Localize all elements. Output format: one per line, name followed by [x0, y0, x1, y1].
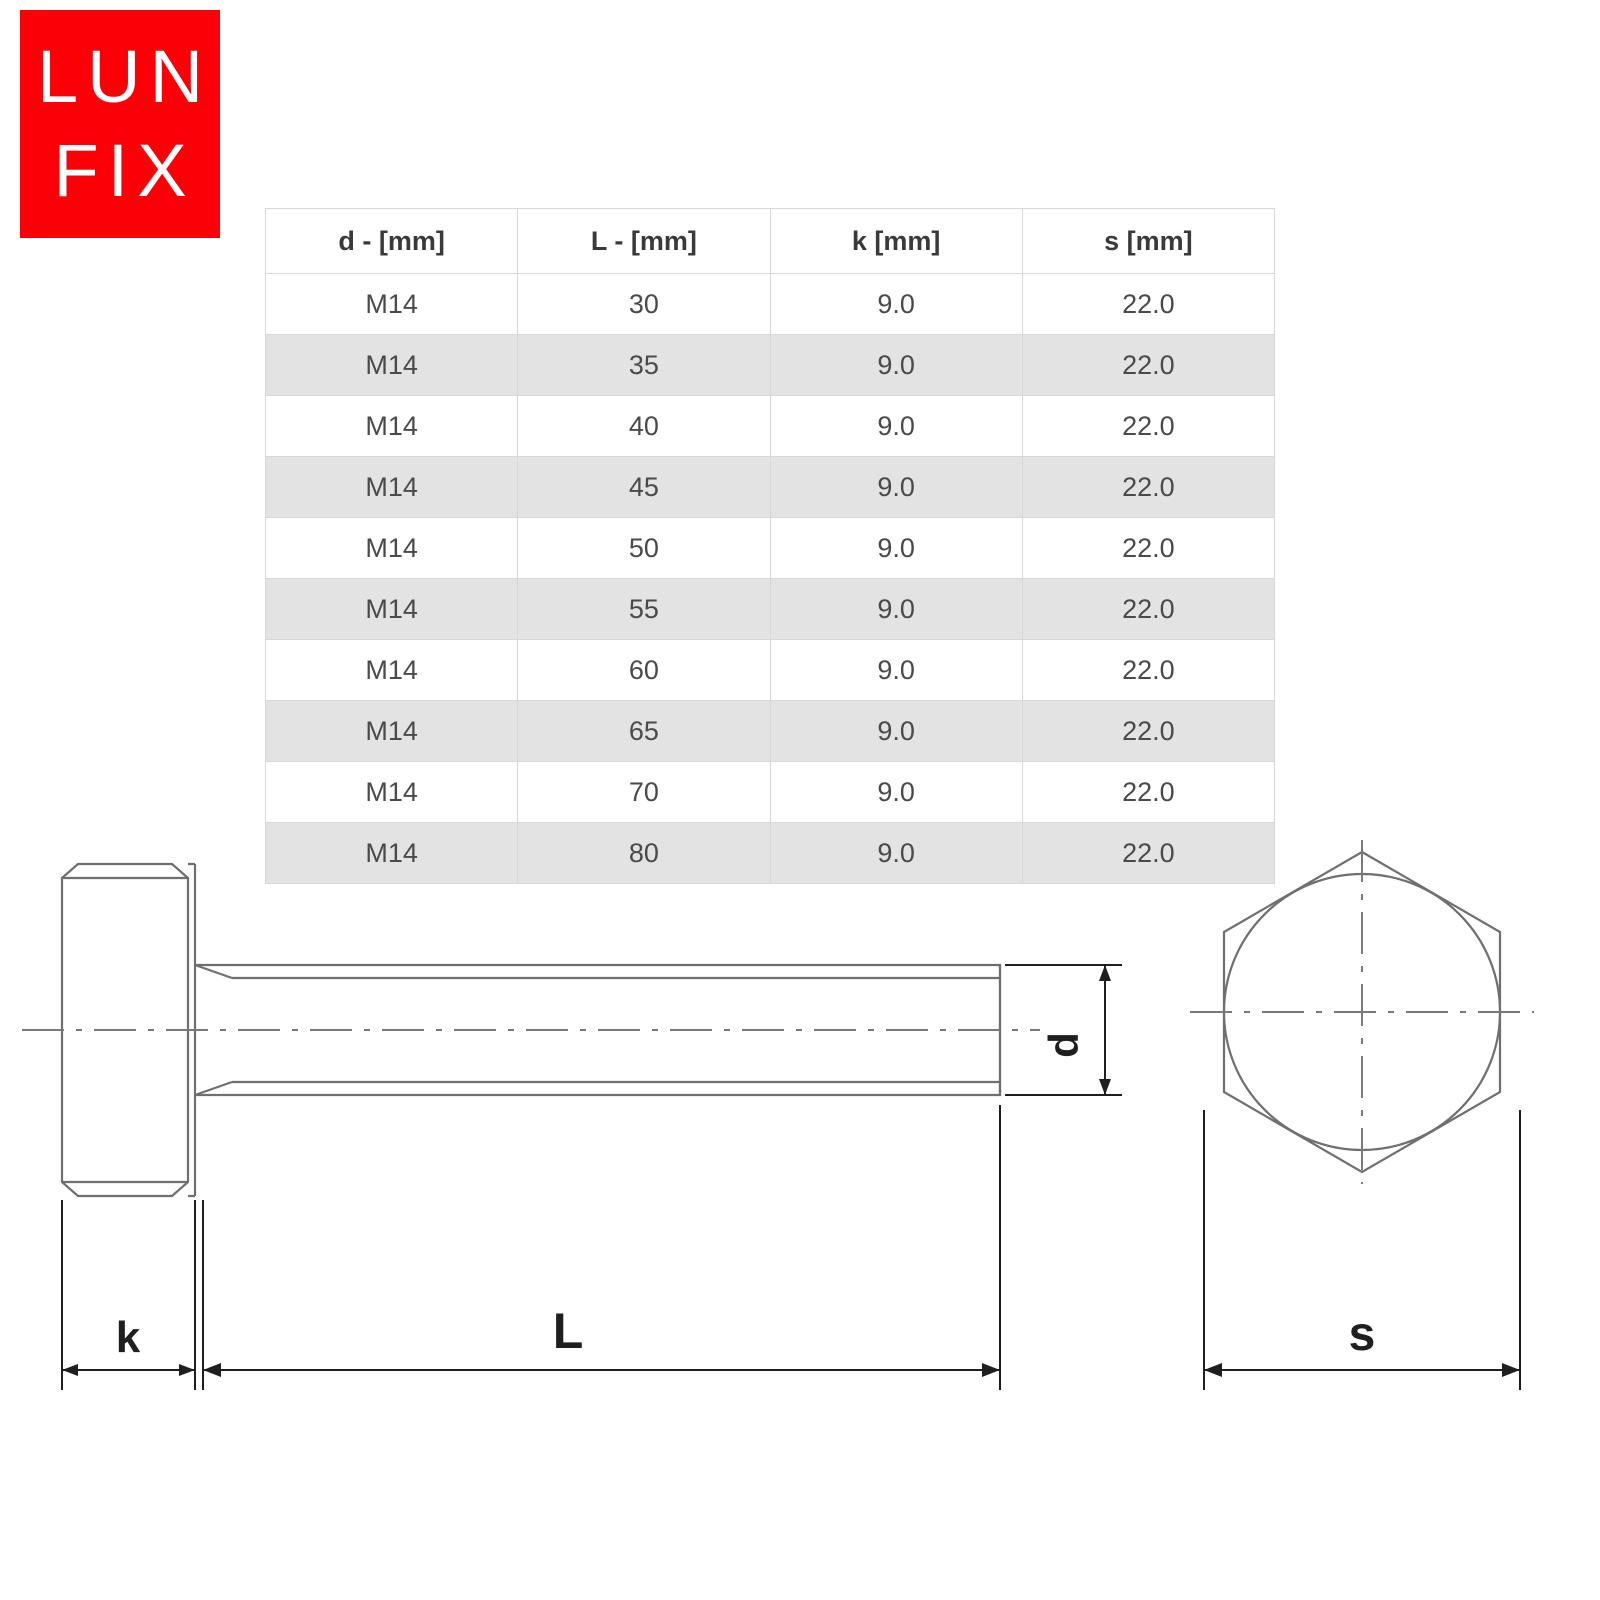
- cell-L: 65: [518, 701, 770, 762]
- s-arrow-left: [1204, 1363, 1222, 1377]
- table-row: [266, 762, 1275, 823]
- table-row: [266, 701, 1275, 762]
- table-row: [266, 457, 1275, 518]
- cell-d: M14: [266, 518, 518, 579]
- table-header-row: [266, 209, 1275, 274]
- cell-d: M14: [266, 396, 518, 457]
- column-header-k: k [mm]: [770, 209, 1022, 274]
- cell-k: 9.0: [770, 823, 1022, 884]
- L-arrow-left: [203, 1363, 221, 1377]
- cell-d: M14: [266, 823, 518, 884]
- column-header-L: L - [mm]: [518, 209, 770, 274]
- cell-k: 9.0: [770, 518, 1022, 579]
- cell-k: 9.0: [770, 762, 1022, 823]
- cell-d: M14: [266, 457, 518, 518]
- brand-logo: [20, 10, 220, 238]
- cell-s: 22.0: [1022, 457, 1274, 518]
- table-row: [266, 579, 1275, 640]
- cell-k: 9.0: [770, 640, 1022, 701]
- cell-s: 22.0: [1022, 579, 1274, 640]
- k-arrow-right: [179, 1364, 195, 1376]
- table-row: [266, 274, 1275, 335]
- cell-s: 22.0: [1022, 701, 1274, 762]
- table-row: [266, 640, 1275, 701]
- logo-line-1: LUN: [36, 35, 213, 118]
- cell-s: 22.0: [1022, 640, 1274, 701]
- d-arrow-top: [1099, 965, 1111, 981]
- technical-drawing: [0, 830, 1600, 1470]
- dimension-label-k: k: [115, 1313, 141, 1362]
- dimension-label-s: s: [1348, 1308, 1376, 1361]
- cell-L: 45: [518, 457, 770, 518]
- cell-s: 22.0: [1022, 762, 1274, 823]
- cell-k: 9.0: [770, 457, 1022, 518]
- thread-start-chamfer-top: [195, 965, 232, 978]
- cell-L: 80: [518, 823, 770, 884]
- s-arrow-right: [1502, 1363, 1520, 1377]
- cell-k: 9.0: [770, 396, 1022, 457]
- cell-k: 9.0: [770, 335, 1022, 396]
- cell-L: 60: [518, 640, 770, 701]
- column-header-d: d - [mm]: [266, 209, 518, 274]
- cell-s: 22.0: [1022, 518, 1274, 579]
- specification-table: [265, 208, 1275, 884]
- cell-d: M14: [266, 701, 518, 762]
- table-row: [266, 518, 1275, 579]
- cell-s: 22.0: [1022, 396, 1274, 457]
- cell-k: 9.0: [770, 274, 1022, 335]
- cell-L: 40: [518, 396, 770, 457]
- cell-d: M14: [266, 579, 518, 640]
- cell-k: 9.0: [770, 579, 1022, 640]
- cell-s: 22.0: [1022, 823, 1274, 884]
- cell-L: 55: [518, 579, 770, 640]
- logo-line-2: FIX: [53, 129, 196, 212]
- table-row: [266, 335, 1275, 396]
- cell-d: M14: [266, 762, 518, 823]
- d-arrow-bottom: [1099, 1079, 1111, 1095]
- dimension-L: [203, 1105, 1000, 1390]
- dimension-label-L: L: [552, 1303, 584, 1359]
- cell-d: M14: [266, 335, 518, 396]
- cell-L: 30: [518, 274, 770, 335]
- cell-s: 22.0: [1022, 274, 1274, 335]
- cell-L: 70: [518, 762, 770, 823]
- dimension-d: [1005, 965, 1122, 1095]
- L-arrow-right: [982, 1363, 1000, 1377]
- cell-d: M14: [266, 640, 518, 701]
- cell-L: 35: [518, 335, 770, 396]
- table-row: [266, 396, 1275, 457]
- thread-start-chamfer-bottom: [195, 1082, 232, 1095]
- cell-d: M14: [266, 274, 518, 335]
- cell-s: 22.0: [1022, 335, 1274, 396]
- end-view-center-lines: [1190, 840, 1534, 1184]
- column-header-s: s [mm]: [1022, 209, 1274, 274]
- cell-k: 9.0: [770, 701, 1022, 762]
- cell-L: 50: [518, 518, 770, 579]
- dimension-label-d: d: [1040, 1032, 1087, 1058]
- k-arrow-left: [62, 1364, 78, 1376]
